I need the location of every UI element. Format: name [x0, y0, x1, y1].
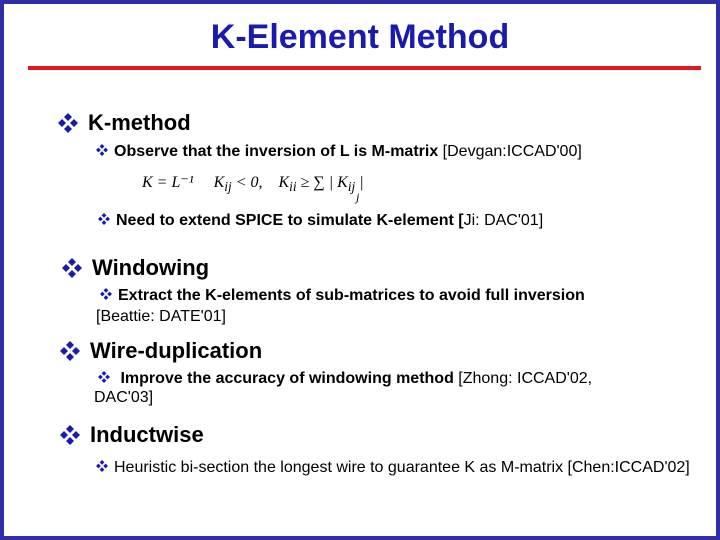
sub-item-text: Extract the K-elements of sub-matrices to avoid full inversion [118, 287, 585, 304]
section-windowing [62, 255, 209, 281]
formula-sub: ii [289, 179, 297, 195]
sub-item-text: Improve the accuracy of windowing method [120, 370, 454, 387]
diamond-bullet-icon [100, 288, 112, 300]
diamond-bullet-icon [58, 113, 78, 133]
section-heading: Wire-duplication [90, 338, 263, 363]
diamond-bullet-icon [60, 425, 80, 445]
formula-part: < 0, [231, 174, 263, 191]
section-k-method [58, 110, 191, 136]
citation: [Devgan:ICCAD'00] [438, 143, 582, 160]
sub-item [96, 458, 690, 478]
formula-sub: ij [347, 179, 356, 195]
formula-part: K = L⁻¹ [142, 174, 194, 191]
formula [142, 172, 364, 204]
section-heading: K-method [88, 110, 191, 135]
sub-item [98, 369, 592, 389]
section-heading: Windowing [92, 255, 210, 280]
diamond-bullet-icon [60, 341, 80, 361]
formula-sub: ij [224, 179, 232, 195]
formula-part: K [278, 174, 290, 191]
sum-index: j [356, 190, 360, 204]
formula-part: | [355, 174, 364, 191]
citation: [Beattie: DATE'01] [96, 308, 226, 325]
section-wire-duplication [60, 338, 262, 364]
slide-title: K-Element Method [210, 18, 510, 56]
citation: DAC'03] [94, 389, 154, 406]
diamond-bullet-icon [98, 371, 110, 383]
sub-item-text: Need to extend SPICE to simulate K-element [ [116, 212, 464, 229]
formula-part: K [213, 174, 225, 191]
title-divider [28, 66, 701, 70]
sub-item [100, 286, 585, 306]
sub-item-text: Heuristic bi-section the longest wire to guarantee K as M-matrix [Chen:ICCAD'02] [114, 459, 690, 476]
diamond-bullet-icon [96, 144, 108, 156]
diamond-bullet-icon [62, 258, 82, 278]
section-heading: Inductwise [90, 422, 204, 447]
formula-part: ≥ ∑ | K [296, 174, 348, 191]
citation: Ji: DAC'01] [463, 212, 544, 229]
diamond-bullet-icon [98, 213, 110, 225]
sub-item [96, 142, 582, 162]
section-inductwise [60, 422, 204, 448]
citation: [Zhong: ICCAD'02, [453, 370, 593, 387]
sub-item [98, 211, 543, 231]
sub-item-text: Observe that the inversion of L is M-matrix [114, 143, 439, 160]
diamond-bullet-icon [96, 460, 108, 472]
